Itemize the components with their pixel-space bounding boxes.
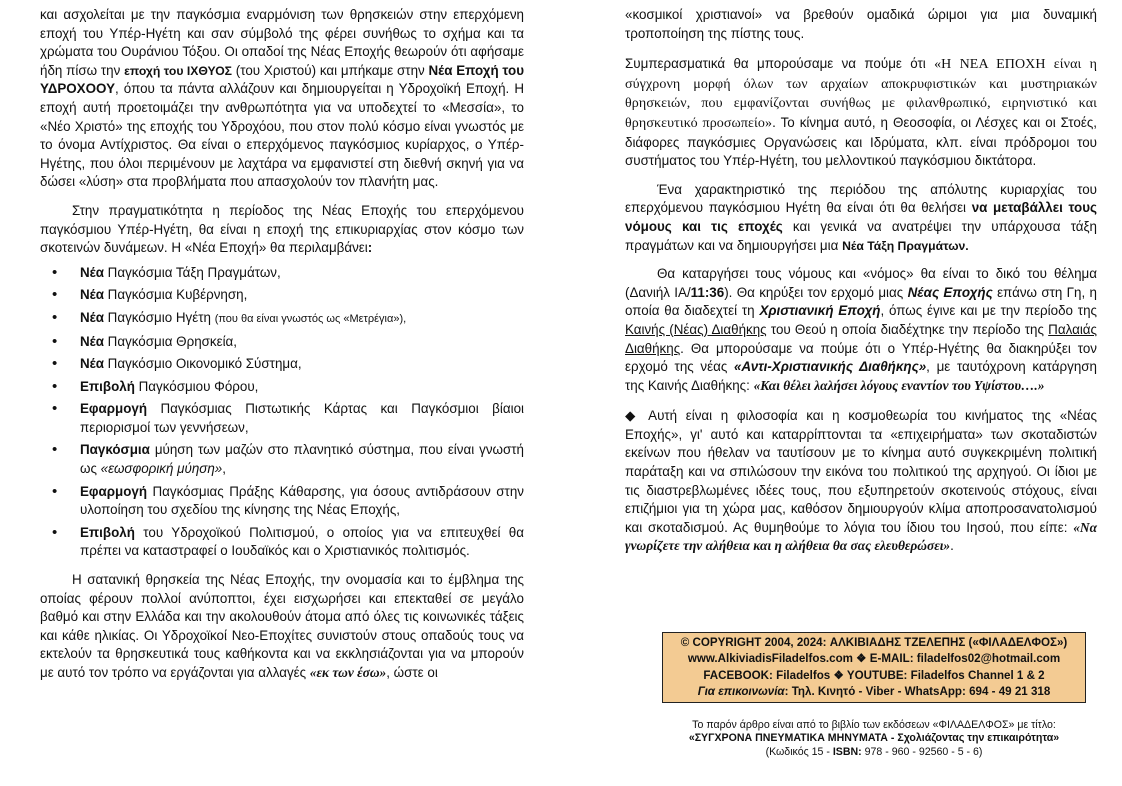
paragraph-satanic-religion: Η σατανική θρησκεία της Νέας Εποχής, την ονομασία και το έμβλημα της οποίας φέρουν πολλοί ανύποπτοι, έχει εισχωρήσει και επεκταθεί σε μεγάλο βαθμό και στην Ελλάδα και την ακολουθούν άτομα από όλες τις κοινωνικές τάξεις και κάθε ηλικίας. Οι Υδροχοϊκοί Νεο-Εποχίτες συνιστούν στους οπαδούς τους να εκτελούν τα θρησκευτικά τους καθήκοντα και να εκκλησιάζονται για να μπορούν με αυτό τον τρόπο να εργάζονται για αλλαγές «εκ των έσω», ώστε οι [40, 572, 524, 680]
bold-pisces-era: εποχή του ΙΧΘΥΟΣ [124, 63, 232, 78]
book-note [662, 719, 1086, 759]
list-item: • Επιβολή του Υδροχοϊκού Πολιτισμού, ο οποίος για να επιτευχθεί θα πρέπει να καταστραφεί ο Ιουδαϊκός και ο Χριστιανικός πολιτισμός. [40, 524, 524, 561]
paragraph-abolish-laws: Θα καταργήσει τους νόμους και «νόμος» θα είναι το δικό του θέλημα (Δανιήλ ΙΑ/11:36). Θα κηρύξει τον ερχομό μιας Νέας Εποχής επάνω στη Γη, η οποία θα διαδεχτεί τη Χριστιανική Εποχή, όπως έγινε και με την περίοδο της Καινής (Νέας) Διαθήκης του Θεού η οποία διαδέχτηκε την περίοδο της Παλαιάς Διαθήκης. Θα μπορούσαμε να πούμε ότι ο Υπέρ-Ηγέτης θα διακηρύξει τον ερχομό της νέας «Αντι-Χριστιανικής Διαθήκης», με ταυτόχρονη κατάργηση της Καινής Διαθήκης: «Και θέλει λαλήσει λόγους εναντίον του Υψίστου….» [625, 266, 1097, 393]
book-title: «ΣΥΓΧΡΟΝΑ ΠΝΕΥΜΑΤΙΚΑ ΜΗΝΥΜΑΤΑ - Σχολιάζοντας την επικαιρότητα» [688, 732, 1060, 745]
list-item: • Παγκόσμια μύηση των μαζών στο πλανητικό σύστημα, που είναι γνωστή ως «εωσφορική μύηση», [40, 441, 524, 478]
paragraph-characteristic: Ένα χαρακτηριστικό της περιόδου της απόλυτης κυριαρχίας του επερχόμενου παγκόσμιου Ηγέτη θα είναι ότι θα θελήσει να μεταβάλλει τους νόμους και τις εποχές και γενικά να ανατρέψει την υπάρχουσα τάξη πραγμάτων και να δημιουργήσει μια Νέα Τάξη Πραγμάτων. [625, 181, 1097, 253]
list-item: • Επιβολή Παγκόσμιου Φόρου, [40, 378, 524, 397]
list-item: • Νέα Παγκόσμιο Οικονομικό Σύστημα, [40, 355, 524, 374]
book-note-intro: Το παρόν άρθρο είναι από το βιβλίο των εκδόσεων «ΦΙΛΑΔΕΛΦΟΣ» με τίτλο: [692, 719, 1056, 731]
social-media-line[interactable]: FACEBOOK: Filadelfos ❖ YOUTUBE: Filadelfos Channel 1 & 2 [703, 668, 1045, 682]
bold-aquarius-era: Νέα Εποχή του ΥΔΡΟΧΟΟΥ [40, 62, 524, 97]
copyright-line: © COPYRIGHT 2004, 2024: ΑΛΚΙΒΙΑΔΗΣ ΤΖΕΛΕΠΗΣ («ΦΙΛΑΔΕΛΦΟΣ») [680, 636, 1068, 649]
copyright-box [662, 632, 1086, 703]
diamond-bullet-icon: ◆ [625, 408, 641, 424]
book-isbn: (Κωδικός 15 - ISBN: 978 - 960 - 92560 - 5 - 6) [765, 745, 983, 758]
right-column [625, 6, 1097, 556]
paragraph-continuation: «κοσμικοί χριστιανοί» να βρεθούν ομαδικά ώριμοι για μια δυναμική τροποποίηση της πίστης τους. [625, 7, 1097, 41]
contact-line: Για επικοινωνία: Τηλ. Κινητό - Viber - WhatsApp: 694 - 49 21 318 [697, 685, 1051, 699]
paragraph-philosophy: ◆ Αυτή είναι η φιλοσοφία και η κοσμοθεωρία του κινήματος της «Νέας Εποχής», γι' αυτό και καταρρίπτονται τα «επιχειρήματα» των σκοταδιστών εκείνων που ήθελαν να ταυτίσουν με το κίνημα αυτό συγκεκριμένη πολιτική παράταξη και να σπιλώσουν την εικόνα του πολιτικού της αρχηγού. Οι ίδιοι με τις διαστρεβλωμένες ιδέες τους, που εξυπηρετούν σκοτεινούς στόχους, είναι επιζήμιοι για τη χώρα μας, καθόσον δημιουργούν κλίμα αποπροσανατολισμού και σκοταδισμού. Ας θυμηθούμε το λόγια του ίδιου του Ιησού, που είπε: «Να γνωρίζετε την αλήθεια και η αλήθεια θα σας ελευθερώσει». [625, 408, 1097, 554]
paragraph-conclusion: Συμπερασματικά θα μπορούσαμε να πούμε ότι «Η ΝΕΑ ΕΠΟΧΗ είναι η σύγχρονη μορφή όλων των αρχαίων αποκρυφιστικών και μυστηριακών θρησκειών, που εμφανίζονται συνήθως με φιλανθρωπικό, ειρηνιστικό και θρησκευτικό προσωπείο». Το κίνημα αυτό, η Θεοσοφία, οι Λέσχες και οι Στοές, διάφορες παγκόσμιες Οργανώσεις και Ιδρύματα, κλπ. είναι πρόδρομοι του συστήματος του Υπέρ-Ηγέτη, του μελλοντικού παγκόσμιου δικτάτορα. [625, 56, 1097, 169]
paragraph-reality: Στην πραγματικότητα η περίοδος της Νέας Εποχής του επερχόμενου παγκόσμιου Υπέρ-Ηγέτη, θα είναι η εποχή της επικυριαρχίας στον κόσμο των σκοτεινών δυνάμεων. Η «Νέα Εποχή» θα περιλαμβάνει: [40, 202, 524, 256]
list-item: • Νέα Παγκόσμια Κυβέρνηση, [40, 286, 524, 305]
list-item: • Εφαρμογή Παγκόσμιας Πιστωτικής Κάρτας και Παγκόσμιοι βίαιοι περιορισμοί των γεννήσεων, [40, 400, 524, 437]
list-item: • Νέα Παγκόσμιο Ηγέτη (που θα είναι γνωστός ως «Μετρέγια»), [40, 309, 524, 329]
list-item: • Εφαρμογή Παγκόσμιας Πράξης Κάθαρσης, για όσους αντιδράσουν στην υλοποίηση του σχεδίου της κίνησης της Νέας Εποχής, [40, 483, 524, 520]
new-age-list [40, 264, 524, 561]
left-column [40, 6, 524, 683]
website-email-line[interactable]: www.AlkiviadisFiladelfos.com ❖ E-MAIL: filadelfos02@hotmail.com [687, 652, 1061, 666]
list-item: • Νέα Παγκόσμια Τάξη Πραγμάτων, [40, 264, 524, 283]
list-item: • Νέα Παγκόσμια Θρησκεία, [40, 333, 524, 352]
paragraph-intro: και ασχολείται με την παγκόσμια εναρμόνιση των θρησκειών στην επερχόμενη εποχή του Υπέρ-Ηγέτη και σαν σύμβολό της φέρει συνήθως το σχήμα και τα χρώματα του Ουράνιου Τόξου. Οι οπαδοί της Νέας Εποχής θεωρούν ότι αφήσαμε ήδη πίσω την εποχή του ΙΧΘΥΟΣ (του Χριστού) και μπήκαμε στην Νέα Εποχή του ΥΔΡΟΧΟΟΥ, όπου τα πάντα αλλάζουν και δημιουργείται η Υδροχοϊκή Εποχή. Η εποχή αυτή προετοιμάζει την ανθρωπότητα για να υποδεχτεί το «Μεσσία», το «Νέο Χριστό» της εποχής του Υδροχόου, που στον πολύ κόσμο είναι γνωστός με το όνομα Αντίχριστος. Θα είναι ο επερχόμενος παγκόσμιος κυρίαρχος, ο Υπέρ-Ηγέτης, που όλοι περιμένουν με λαχτάρα να εμφανιστεί στη διεθνή σκηνή για να δώσει «λύση» στα προβλήματα που απασχολούν τον πλανήτη μας. [40, 7, 524, 190]
